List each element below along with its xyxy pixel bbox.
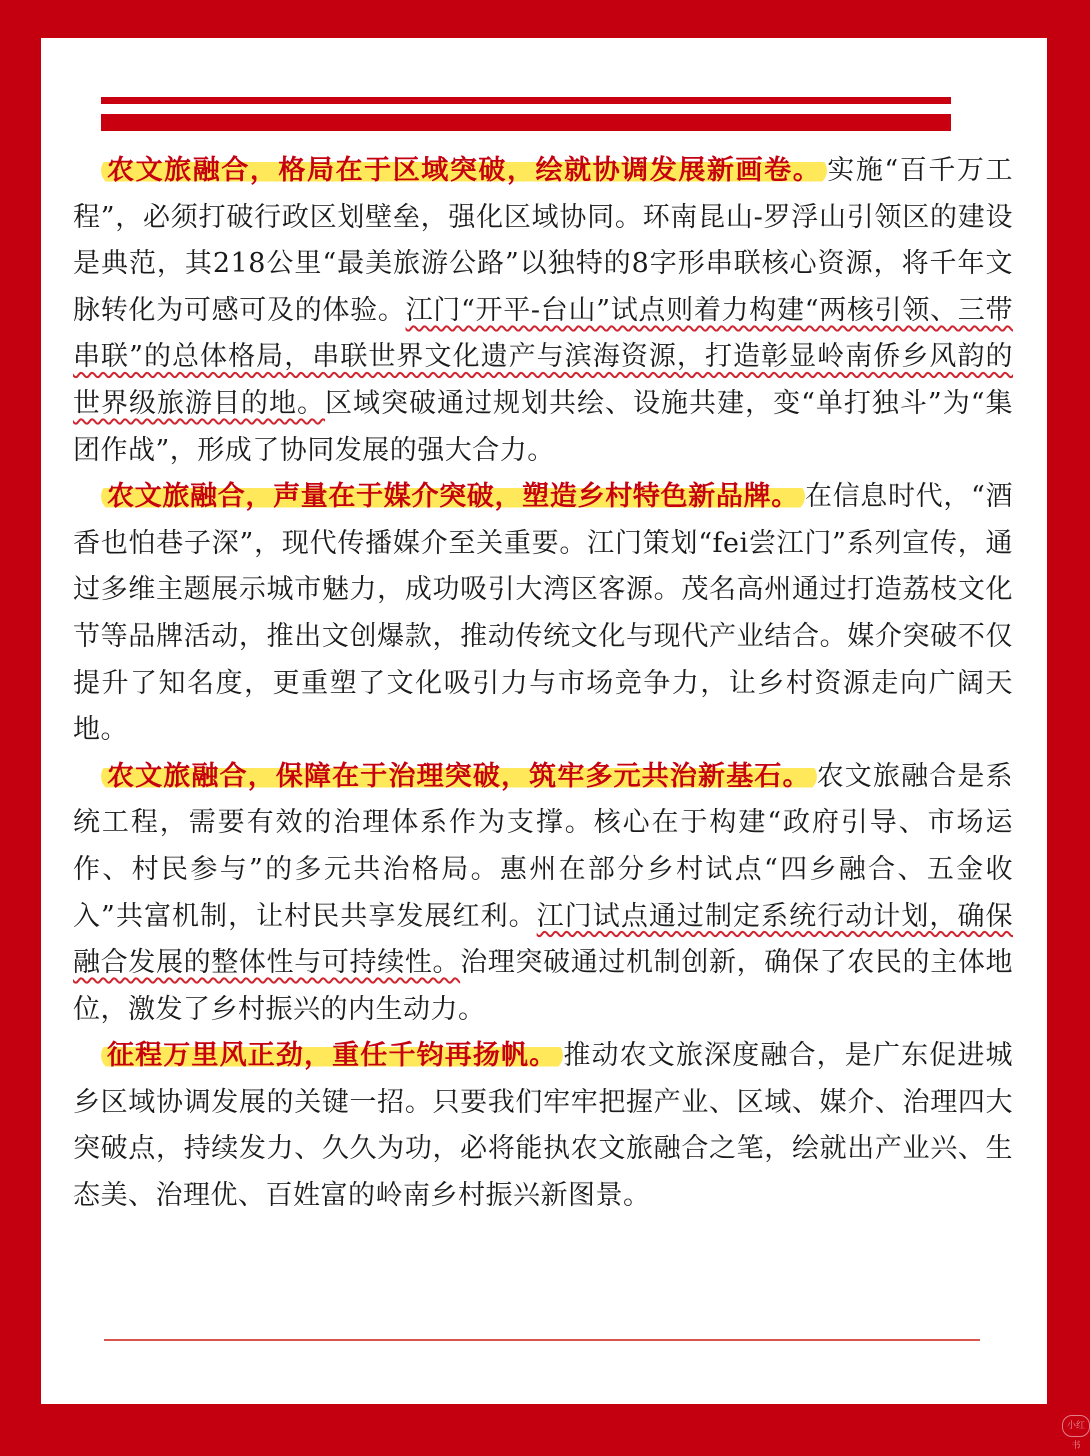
paragraph-text: 推动农文旅深度融合，是广东促进城乡区域协调发展的关键一招。只要我们牢牢把握产业、区域、媒介、治理四大突破点，持续发力、久久为功，必将能执农文旅融合之笔，绘就出产业兴、生态美、治理优、百姓富的岭南乡村振兴新图景。: [73, 1040, 1014, 1212]
paragraph-region: [73, 148, 1013, 474]
paragraph-text: 区域突破通过规划共绘、设施共建，变“单打独斗”为“集团作战”，形成了协同发展的强大合力。: [73, 387, 1013, 466]
article-body: [73, 148, 1013, 1220]
watermark-logo: 小红书: [1062, 1415, 1090, 1437]
paragraph-text: 在信息时代，“酒香也怕巷子深”，现代传播媒介至关重要。江门策划“fei尝江门”系列宣传，通过多维主题展示城市魅力，成功吸引大湾区客源。茂名高州通过打造荔枝文化节等品牌活动，推出文创爆款，推动传统文化与现代产业结合。媒介突破不仅提升了知名度，更重塑了文化吸引力与市场竞争力，让乡村资源走向广阔天地。: [73, 481, 1014, 746]
paragraph-text: 农文旅融合是系统工程，需要有效的治理体系作为支撑。核心在于构建“政府引导、市场运作、村民参与”的多元共治格局。惠州在部分乡村试点“四乡融合、五金收入”共富机制，让村民共享发展红利。: [73, 760, 1014, 932]
paragraph-text: 实施“百千万工程”，必须打破行政区划壁垒，强化区域协同。环南昆山-罗浮山引领区的建设是典范，其218公里“最美旅游公路”以独特的8字形串联核心资源，将千年文脉转化为可感可及的体验。: [73, 155, 1013, 326]
footer-rule: [104, 1339, 980, 1341]
paragraph-headline: 农文旅融合，声量在于媒介突破，塑造乡村特色新品牌。: [101, 481, 805, 512]
paragraph-governance: [73, 754, 1013, 1034]
paragraph-headline: 征程万里风正劲，重任千钧再扬帆。: [101, 1040, 563, 1071]
underlined-text: 江门试点通过制定系统行动计划，确保融合发展的整体性与可持续性。: [73, 900, 1013, 979]
paragraph-conclusion: [73, 1033, 1013, 1219]
header-rule-thin: [101, 97, 951, 104]
header-rule-thick: [101, 114, 951, 131]
underlined-text: 江门“开平-台山”试点则着力构建“两核引领、三带串联”的总体格局，串联世界文化遗产与滨海资源，打造彰显岭南侨乡风韵的世界级旅游目的地。: [73, 294, 1013, 419]
paragraph-media: [73, 474, 1013, 754]
paragraph-headline: 农文旅融合，格局在于区域突破，绘就协调发展新画卷。: [101, 155, 827, 186]
paragraph-headline: 农文旅融合，保障在于治理突破，筑牢多元共治新基石。: [101, 761, 817, 792]
paragraph-text: 治理突破通过机制创新，确保了农民的主体地位，激发了乡村振兴的内生动力。: [73, 947, 1014, 1025]
